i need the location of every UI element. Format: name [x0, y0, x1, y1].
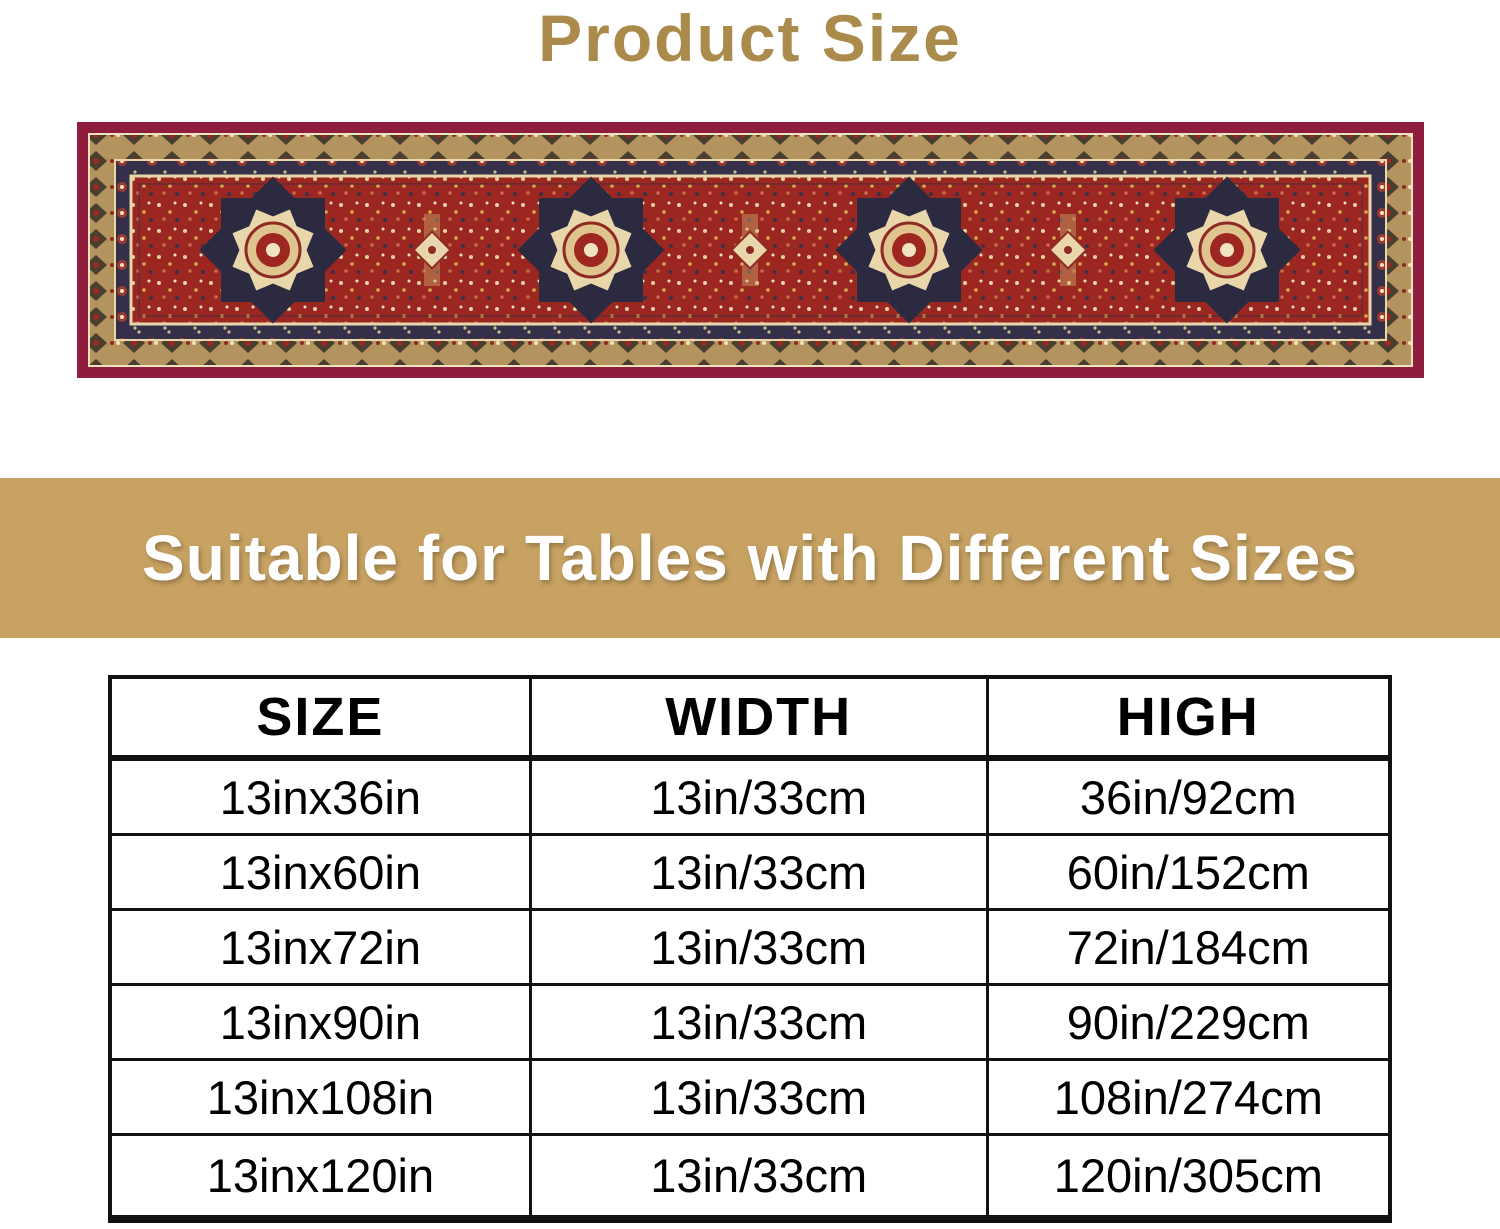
product-rug-image [77, 122, 1424, 378]
cell-size: 13inx60in [112, 836, 532, 908]
table-row [112, 1061, 1388, 1136]
suitability-banner [0, 478, 1500, 638]
size-table-header-width: WIDTH [532, 679, 989, 755]
rug-medallion-3 [835, 176, 982, 323]
cell-size: 13inx36in [112, 761, 532, 833]
rug-medallion-4 [1153, 176, 1300, 323]
cell-size: 13inx90in [112, 986, 532, 1058]
size-table-header-row [112, 679, 1388, 761]
cell-width: 13in/33cm [532, 986, 989, 1058]
cell-high: 60in/152cm [1066, 845, 1310, 899]
cell-high: 36in/92cm [1079, 770, 1297, 824]
rug-medallion-1 [199, 176, 346, 323]
table-row [112, 986, 1388, 1061]
size-table-header-high: HIGH [1116, 687, 1260, 747]
cell-width: 13in/33cm [532, 1061, 989, 1133]
table-row [112, 836, 1388, 911]
table-row [112, 911, 1388, 986]
page-title: Product Size [538, 1, 962, 75]
table-row [112, 761, 1388, 836]
cell-width: 13in/33cm [532, 836, 989, 908]
cell-high: 90in/229cm [1066, 995, 1310, 1049]
rug-illustration [77, 122, 1424, 378]
rug-medallion-2 [517, 176, 664, 323]
cell-width: 13in/33cm [532, 761, 989, 833]
cell-width: 13in/33cm [532, 911, 989, 983]
table-row [112, 1136, 1388, 1215]
suitability-banner-text: Suitable for Tables with Different Sizes [142, 522, 1358, 594]
cell-size: 13inx72in [112, 911, 532, 983]
cell-width: 13in/33cm [532, 1136, 989, 1215]
size-table [108, 675, 1392, 1223]
cell-high: 120in/305cm [1053, 1149, 1323, 1202]
cell-size: 13inx120in [112, 1136, 532, 1215]
cell-size: 13inx108in [112, 1061, 532, 1133]
size-table-header-size: SIZE [112, 679, 532, 755]
cell-high: 72in/184cm [1066, 920, 1310, 974]
cell-high: 108in/274cm [1053, 1070, 1323, 1124]
